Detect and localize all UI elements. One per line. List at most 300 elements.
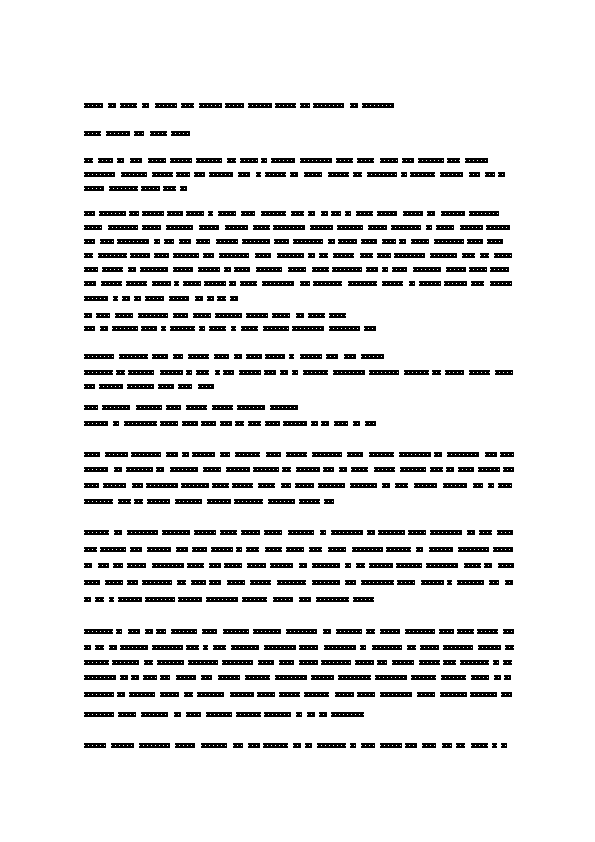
- illegible-word: [300, 281, 310, 286]
- illegible-word: [460, 225, 483, 230]
- illegible-word: [277, 580, 306, 585]
- illegible-word: [170, 326, 195, 331]
- illegible-word: [101, 281, 122, 286]
- illegible-word: [119, 354, 148, 359]
- illegible-word: [112, 326, 138, 331]
- illegible-word: [224, 267, 231, 272]
- illegible-word: [307, 712, 315, 717]
- text-line: [84, 547, 514, 553]
- illegible-word: [227, 158, 236, 163]
- illegible-word: [203, 645, 208, 650]
- illegible-word: [407, 645, 416, 650]
- illegible-word: [176, 547, 188, 552]
- illegible-word: [357, 692, 375, 697]
- illegible-word: [264, 370, 276, 375]
- illegible-word: [485, 172, 495, 177]
- illegible-word: [366, 267, 378, 272]
- illegible-word: [356, 211, 373, 216]
- illegible-word: [236, 547, 242, 552]
- illegible-word: [108, 225, 138, 230]
- illegible-word: [114, 530, 122, 535]
- illegible-word: [142, 211, 164, 216]
- illegible-word: [317, 743, 346, 748]
- illegible-word: [273, 225, 305, 230]
- illegible-word: [170, 467, 198, 472]
- illegible-word: [288, 267, 306, 272]
- illegible-word: [187, 563, 204, 568]
- illegible-word: [117, 158, 124, 163]
- illegible-word: [292, 370, 298, 375]
- illegible-word: [392, 660, 414, 665]
- illegible-word: [264, 645, 296, 650]
- illegible-word: [367, 172, 397, 177]
- illegible-word: [84, 660, 109, 665]
- illegible-word: [504, 675, 511, 680]
- illegible-word: [131, 675, 139, 680]
- illegible-word: [489, 580, 499, 585]
- illegible-word: [380, 692, 412, 697]
- illegible-word: [240, 158, 258, 163]
- illegible-word: [160, 370, 183, 375]
- illegible-word: [309, 547, 322, 552]
- illegible-word: [361, 239, 377, 244]
- illegible-word: [270, 563, 293, 568]
- illegible-word: [182, 452, 189, 457]
- illegible-word: [467, 239, 483, 244]
- illegible-word: [458, 467, 474, 472]
- illegible-word: [382, 483, 390, 488]
- illegible-word: [291, 211, 304, 216]
- illegible-word: [130, 547, 142, 552]
- illegible-word: [257, 692, 275, 697]
- illegible-word: [497, 530, 513, 535]
- illegible-word: [410, 172, 435, 177]
- illegible-word: [143, 675, 157, 680]
- illegible-word: [328, 172, 349, 177]
- illegible-word: [126, 467, 153, 472]
- illegible-word: [214, 354, 229, 359]
- illegible-word: [500, 452, 514, 457]
- illegible-word: [134, 296, 141, 301]
- illegible-word: [380, 629, 400, 634]
- illegible-word: [224, 563, 242, 568]
- illegible-word: [469, 370, 490, 375]
- illegible-word: [152, 563, 184, 568]
- illegible-word: [335, 692, 354, 697]
- illegible-word: [161, 326, 166, 331]
- illegible-word: [209, 580, 221, 585]
- illegible-word: [361, 580, 394, 585]
- illegible-word: [338, 239, 357, 244]
- illegible-word: [241, 326, 258, 331]
- illegible-word: [403, 211, 423, 216]
- illegible-word: [353, 421, 360, 426]
- illegible-word: [256, 267, 282, 272]
- illegible-word: [142, 225, 161, 230]
- illegible-word: [377, 211, 397, 216]
- illegible-word: [141, 326, 157, 331]
- text-line: [84, 296, 242, 302]
- illegible-word: [84, 547, 97, 552]
- illegible-word: [299, 660, 318, 665]
- illegible-word: [139, 743, 170, 748]
- illegible-word: [173, 267, 193, 272]
- illegible-word: [332, 267, 362, 272]
- illegible-word: [321, 211, 328, 216]
- illegible-word: [171, 629, 197, 634]
- illegible-word: [268, 499, 295, 504]
- illegible-word: [308, 211, 315, 216]
- illegible-word: [323, 629, 331, 634]
- illegible-word: [441, 211, 465, 216]
- illegible-word: [84, 326, 95, 331]
- illegible-word: [293, 743, 301, 748]
- illegible-word: [176, 675, 196, 680]
- illegible-word: [132, 483, 143, 488]
- illegible-word: [378, 530, 405, 535]
- illegible-word: [128, 629, 140, 634]
- illegible-word: [503, 660, 512, 665]
- illegible-word: [113, 563, 123, 568]
- text-line: [84, 645, 514, 651]
- illegible-word: [147, 499, 170, 504]
- illegible-word: [223, 629, 249, 634]
- illegible-word: [237, 405, 265, 410]
- illegible-word: [395, 483, 408, 488]
- illegible-word: [235, 421, 244, 426]
- illegible-word: [299, 563, 307, 568]
- illegible-word: [345, 580, 356, 585]
- illegible-word: [447, 158, 460, 163]
- illegible-word: [134, 131, 144, 136]
- illegible-word: [333, 253, 354, 258]
- illegible-word: [192, 452, 215, 457]
- illegible-word: [203, 253, 214, 258]
- illegible-word: [418, 158, 444, 163]
- illegible-word: [112, 660, 139, 665]
- illegible-word: [299, 597, 311, 602]
- illegible-word: [434, 239, 464, 244]
- illegible-word: [274, 239, 289, 244]
- illegible-word: [140, 267, 168, 272]
- illegible-word: [375, 675, 407, 680]
- illegible-word: [113, 296, 118, 301]
- illegible-word: [174, 712, 181, 717]
- illegible-word: [156, 467, 164, 472]
- illegible-word: [279, 692, 300, 697]
- illegible-word: [277, 253, 304, 258]
- illegible-word: [166, 405, 181, 410]
- illegible-word: [152, 172, 173, 177]
- illegible-word: [84, 267, 98, 272]
- illegible-word: [121, 172, 147, 177]
- illegible-word: [215, 313, 242, 318]
- illegible-word: [485, 452, 497, 457]
- illegible-word: [374, 467, 395, 472]
- illegible-word: [352, 547, 383, 552]
- text-line: [84, 225, 510, 231]
- illegible-word: [281, 483, 291, 488]
- illegible-word: [245, 675, 270, 680]
- illegible-word: [84, 452, 100, 457]
- illegible-word: [397, 580, 415, 585]
- illegible-word: [183, 281, 201, 286]
- illegible-word: [142, 103, 149, 108]
- illegible-word: [286, 452, 307, 457]
- illegible-word: [212, 483, 229, 488]
- illegible-word: [321, 660, 351, 665]
- illegible-word: [98, 563, 109, 568]
- illegible-word: [411, 675, 436, 680]
- illegible-word: [456, 743, 465, 748]
- illegible-word: [84, 172, 115, 177]
- illegible-word: [443, 660, 456, 665]
- illegible-word: [199, 326, 205, 331]
- text-line: [84, 743, 514, 749]
- illegible-word: [160, 421, 178, 426]
- illegible-word: [493, 660, 499, 665]
- illegible-word: [231, 326, 236, 331]
- illegible-word: [362, 103, 394, 108]
- illegible-word: [430, 530, 462, 535]
- illegible-word: [106, 131, 130, 136]
- text-line: [84, 405, 300, 411]
- illegible-word: [409, 281, 415, 286]
- illegible-word: [186, 712, 201, 717]
- illegible-word: [401, 172, 407, 177]
- illegible-word: [84, 354, 114, 359]
- illegible-word: [469, 172, 480, 177]
- illegible-word: [333, 370, 365, 375]
- illegible-word: [248, 743, 260, 748]
- illegible-word: [365, 421, 376, 426]
- illegible-word: [490, 267, 509, 272]
- illegible-word: [186, 645, 199, 650]
- illegible-word: [175, 499, 202, 504]
- illegible-word: [382, 239, 396, 244]
- illegible-word: [414, 483, 437, 488]
- illegible-word: [198, 384, 214, 389]
- illegible-word: [503, 467, 514, 472]
- illegible-word: [357, 158, 374, 163]
- illegible-word: [145, 629, 153, 634]
- illegible-word: [109, 597, 114, 602]
- illegible-word: [253, 225, 270, 230]
- illegible-word: [382, 267, 388, 272]
- illegible-word: [111, 743, 134, 748]
- illegible-word: [446, 267, 466, 272]
- illegible-word: [442, 743, 452, 748]
- illegible-word: [218, 675, 240, 680]
- illegible-word: [84, 743, 106, 748]
- illegible-word: [206, 597, 238, 602]
- illegible-word: [242, 597, 267, 602]
- illegible-word: [84, 645, 91, 650]
- illegible-word: [286, 547, 304, 552]
- illegible-word: [334, 421, 348, 426]
- illegible-word: [494, 675, 501, 680]
- illegible-word: [440, 692, 467, 697]
- illegible-word: [136, 405, 162, 410]
- illegible-word: [312, 580, 340, 585]
- text-line: [84, 313, 346, 319]
- illegible-word: [396, 563, 422, 568]
- illegible-word: [117, 692, 125, 697]
- illegible-word: [178, 597, 202, 602]
- illegible-word: [126, 281, 147, 286]
- illegible-word: [84, 211, 95, 216]
- illegible-word: [318, 483, 345, 488]
- illegible-word: [360, 253, 373, 258]
- illegible-word: [128, 267, 136, 272]
- illegible-word: [446, 467, 454, 472]
- illegible-word: [242, 239, 270, 244]
- illegible-word: [176, 172, 190, 177]
- illegible-word: [138, 313, 168, 318]
- illegible-word: [264, 712, 291, 717]
- illegible-word: [84, 186, 104, 191]
- illegible-word: [391, 225, 421, 230]
- illegible-word: [157, 660, 184, 665]
- illegible-word: [248, 103, 272, 108]
- illegible-word: [271, 158, 295, 163]
- illegible-word: [296, 313, 304, 318]
- illegible-word: [127, 530, 158, 535]
- illegible-word: [158, 384, 174, 389]
- illegible-word: [209, 326, 226, 331]
- illegible-word: [263, 743, 288, 748]
- illegible-word: [174, 281, 179, 286]
- illegible-word: [360, 645, 366, 650]
- illegible-word: [100, 326, 108, 331]
- illegible-word: [98, 158, 113, 163]
- illegible-word: [84, 499, 113, 504]
- illegible-word: [144, 660, 153, 665]
- illegible-word: [280, 370, 288, 375]
- illegible-word: [339, 467, 347, 472]
- text-line: [84, 267, 512, 273]
- illegible-word: [369, 370, 399, 375]
- illegible-word: [480, 253, 489, 258]
- illegible-word: [345, 211, 351, 216]
- illegible-word: [413, 267, 441, 272]
- illegible-word: [312, 267, 329, 272]
- illegible-word: [479, 530, 492, 535]
- illegible-word: [356, 563, 365, 568]
- illegible-word: [182, 421, 198, 426]
- illegible-word: [253, 467, 279, 472]
- heading-line: [84, 103, 394, 109]
- text-line: [84, 211, 510, 217]
- illegible-word: [293, 239, 323, 244]
- illegible-word: [84, 563, 92, 568]
- illegible-word: [181, 103, 194, 108]
- illegible-word: [194, 530, 216, 535]
- illegible-word: [477, 629, 498, 634]
- illegible-word: [304, 692, 329, 697]
- illegible-word: [420, 645, 439, 650]
- illegible-word: [355, 660, 374, 665]
- illegible-word: [299, 645, 318, 650]
- illegible-word: [209, 172, 233, 177]
- illegible-word: [300, 354, 322, 359]
- illegible-word: [233, 743, 243, 748]
- illegible-word: [312, 563, 340, 568]
- illegible-word: [178, 384, 192, 389]
- illegible-word: [432, 370, 441, 375]
- illegible-word: [203, 467, 221, 472]
- illegible-word: [399, 452, 431, 457]
- illegible-word: [368, 225, 387, 230]
- illegible-word: [361, 743, 375, 748]
- illegible-word: [100, 239, 114, 244]
- illegible-word: [402, 158, 414, 163]
- illegible-word: [108, 103, 116, 108]
- text-line: [84, 421, 376, 427]
- illegible-word: [225, 103, 244, 108]
- illegible-word: [310, 225, 333, 230]
- illegible-word: [195, 296, 203, 301]
- illegible-word: [118, 712, 136, 717]
- illegible-word: [286, 629, 317, 634]
- text-line: [84, 563, 514, 569]
- illegible-word: [223, 370, 234, 375]
- illegible-word: [488, 483, 494, 488]
- illegible-word: [120, 103, 137, 108]
- illegible-word: [142, 580, 172, 585]
- illegible-word: [166, 452, 178, 457]
- illegible-word: [130, 158, 142, 163]
- illegible-word: [219, 253, 249, 258]
- text-line: [84, 483, 512, 489]
- illegible-word: [348, 281, 377, 286]
- illegible-word: [84, 296, 108, 301]
- illegible-word: [145, 597, 175, 602]
- illegible-word: [141, 186, 160, 191]
- illegible-word: [265, 172, 286, 177]
- illegible-word: [263, 326, 289, 331]
- illegible-word: [490, 281, 512, 286]
- illegible-word: [173, 313, 188, 318]
- illegible-word: [179, 239, 191, 244]
- illegible-word: [175, 743, 195, 748]
- illegible-word: [163, 186, 176, 191]
- illegible-word: [328, 547, 346, 552]
- text-line: [84, 384, 214, 390]
- illegible-word: [484, 563, 492, 568]
- illegible-word: [127, 580, 138, 585]
- illegible-word: [230, 692, 254, 697]
- illegible-word: [99, 211, 126, 216]
- illegible-word: [120, 675, 128, 680]
- illegible-word: [201, 743, 227, 748]
- illegible-word: [124, 421, 157, 426]
- illegible-word: [347, 452, 363, 457]
- illegible-word: [399, 239, 406, 244]
- illegible-word: [128, 370, 154, 375]
- date-line-line: [84, 131, 190, 137]
- illegible-word: [96, 313, 110, 318]
- illegible-word: [146, 483, 178, 488]
- illegible-word: [114, 467, 122, 472]
- text-line: [84, 158, 488, 164]
- illegible-word: [292, 326, 324, 331]
- illegible-word: [220, 452, 230, 457]
- illegible-word: [326, 354, 338, 359]
- illegible-word: [105, 452, 128, 457]
- illegible-word: [303, 370, 328, 375]
- illegible-word: [266, 452, 281, 457]
